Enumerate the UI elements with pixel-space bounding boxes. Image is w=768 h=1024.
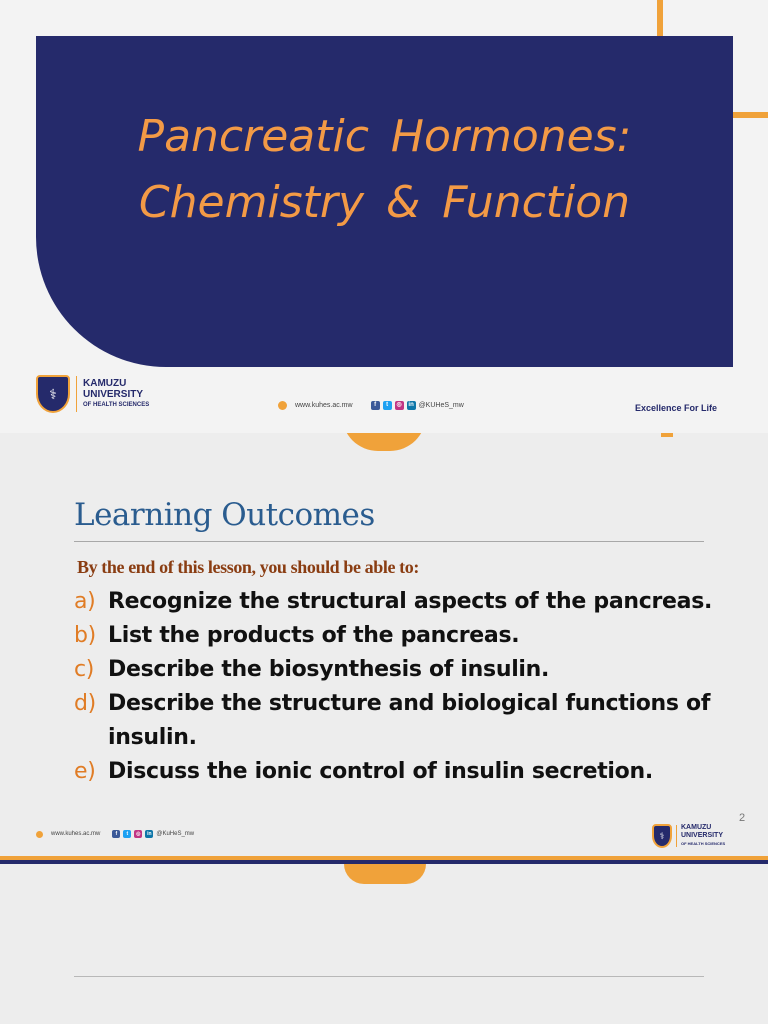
twitter-icon[interactable]: t [383,401,392,410]
heading-divider [74,541,704,542]
website-link[interactable]: www.kuhes.ac.mw [295,402,353,409]
university-logo [652,824,725,848]
section-heading: Learning Outcomes [74,497,375,533]
facebook-icon[interactable]: f [371,401,380,410]
slide-title [36,104,733,236]
logo-name-line3: OF HEALTH SCIENCES [83,401,150,408]
outcomes-list [74,585,734,789]
outcome-item [74,653,734,687]
logo-name-line2: UNIVERSITY [681,832,724,839]
globe-icon [36,831,43,838]
logo-name-line1: KAMUZU [83,377,127,389]
outcome-item [74,619,734,653]
outcome-text: Describe the biosynthesis of insulin. [108,657,550,682]
website-link[interactable]: www.kuhes.ac.mw [51,831,101,837]
outcome-marker: a) [74,589,96,614]
logo-name-line1: KAMUZU [681,824,712,831]
orange-semicircle-decoration [344,864,426,884]
title-line-2: Chemistry & Function [138,177,631,228]
orange-semicircle-decoration [342,433,426,451]
outcome-item [74,585,734,619]
contact-bar [278,401,464,410]
orange-square-decoration [661,433,673,437]
university-crest-icon: ⚕ [36,375,70,413]
logo-name-line2: UNIVERSITY [83,388,144,400]
outcome-marker: d) [74,691,96,716]
contact-bar [36,830,194,838]
instagram-icon[interactable]: ◎ [396,402,402,408]
title-line-1: Pancreatic Hormones: [137,111,632,162]
outcome-text: Recognize the structural aspects of the pancreas. [108,589,713,614]
globe-icon [278,401,287,410]
outcome-item [74,755,734,789]
instagram-icon[interactable]: ◎ [136,831,141,837]
outcome-item [74,687,734,755]
slide1-footer [0,367,768,433]
social-handle[interactable]: @KUHeS_mw [418,402,464,409]
outcome-text: Describe the structure and biological functions of insulin. [108,691,711,750]
twitter-icon[interactable]: t [123,830,131,838]
logo-name-line3: OF HEALTH SCIENCES [681,841,726,846]
social-handle[interactable]: @KuHeS_mw [156,831,195,837]
outcome-text: List the products of the pancreas. [108,623,520,648]
linkedin-icon[interactable]: in [408,402,414,408]
intro-text: By the end of this lesson, you should be able to: [77,557,419,577]
linkedin-icon[interactable]: in [147,831,152,837]
bottom-divider [74,976,704,977]
outcome-marker: b) [74,623,96,648]
outcome-marker: e) [74,759,96,784]
university-crest-icon: ⚕ [652,824,672,848]
university-logo [36,375,149,413]
outcome-text: Discuss the ionic control of insulin secretion. [108,759,653,784]
facebook-icon[interactable]: f [112,830,120,838]
tagline: Excellence For Life [635,403,718,413]
title-slide [0,0,768,433]
slide2-footer [0,820,768,860]
page-number: 2 [739,812,746,824]
learning-outcomes-slide [0,433,768,1024]
outcome-marker: c) [74,657,95,682]
